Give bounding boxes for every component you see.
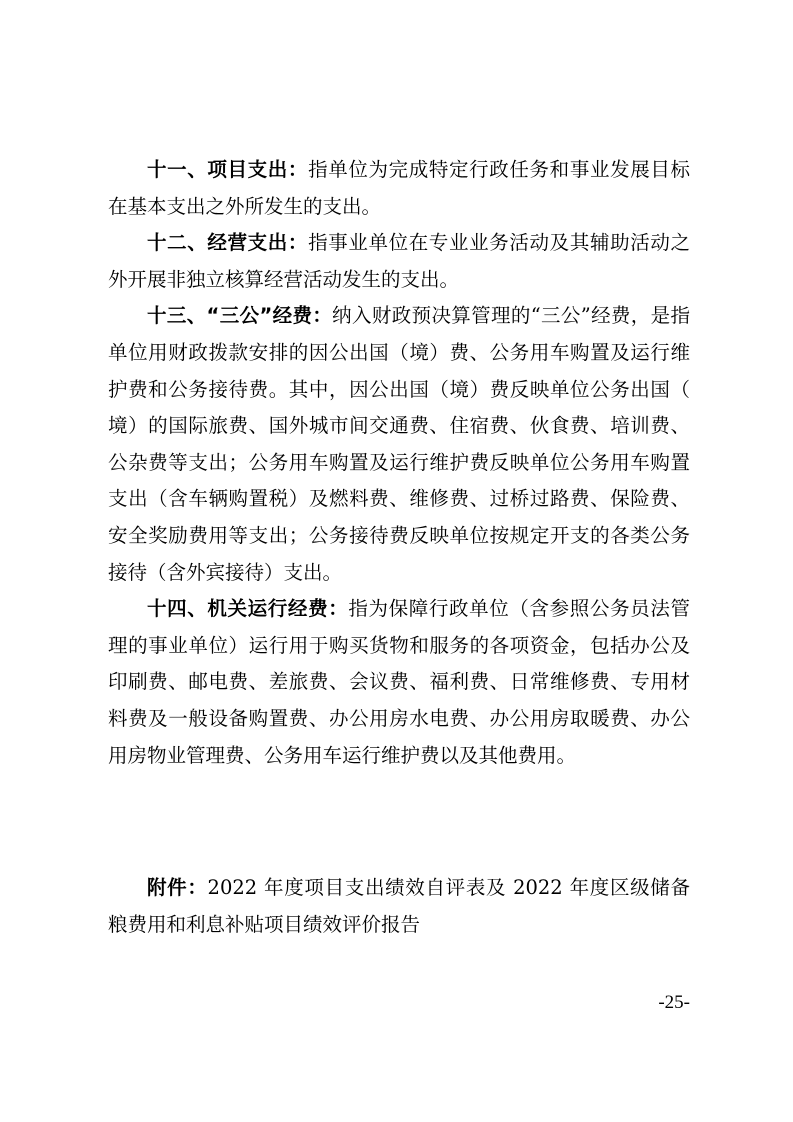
- section-text: 纳入财政预决算管理的“三公”经费，是指单位用财政拨款安排的因公出国（境）费、公务用车购置及运行维护费和公务接待费。其中，因公出国（境）费反映单位公务出国（境）的国际旅费、国外城市间交通费、住宿费、伙食费、培训费、公杂费等支出；公务用车购置及运行维护费反映单位公务用车购置支出（含车辆购置税）及燃料费、维修费、过桥过路费、保险费、安全奖励费用等支出；公务接待费反映单位按规定开支的各类公务接待（含外宾接待）支出。: [108, 304, 690, 584]
- section-text: 指单位为完成特定行政任务和事业发展目标在基本支出之外所发生的支出。: [108, 158, 690, 218]
- attachment-term: 附件：: [147, 876, 208, 899]
- explanation-body: [108, 152, 690, 774]
- section-term: 十一、项目支出：: [147, 158, 309, 181]
- section-three-public-expenses: [108, 298, 690, 591]
- section-text: 指事业单位在专业业务活动及其辅助活动之外开展非独立核算经营活动发生的支出。: [108, 231, 690, 291]
- section-text: 指为保障行政单位（含参照公务员法管理的事业单位）运行用于购买货物和服务的各项资金，包括办公及印刷费、邮电费、差旅费、会议费、福利费、日常维修费、专用材料费及一般设备购置费、办公用房水电费、办公用房取暖费、办公用房物业管理费、公务用车运行维护费以及其他费用。: [108, 597, 690, 767]
- section-term: 十四、机关运行经费：: [147, 597, 349, 621]
- attachment-text: 2022 年度项目支出绩效自评表及 2022 年度区级储备粮费用和利息补贴项目绩效评价报告: [108, 876, 690, 936]
- section-term: 十三、“三公”经费：: [147, 304, 333, 328]
- section-term: 十二、经营支出：: [147, 231, 309, 255]
- attachment-note: [108, 870, 690, 943]
- section-agency-operating-expenses: [108, 591, 690, 774]
- section-project-expenditure: [108, 152, 690, 225]
- section-operating-expenditure: [108, 225, 690, 298]
- attachment-paragraph: [108, 870, 690, 943]
- page-number: -25-: [658, 992, 690, 1013]
